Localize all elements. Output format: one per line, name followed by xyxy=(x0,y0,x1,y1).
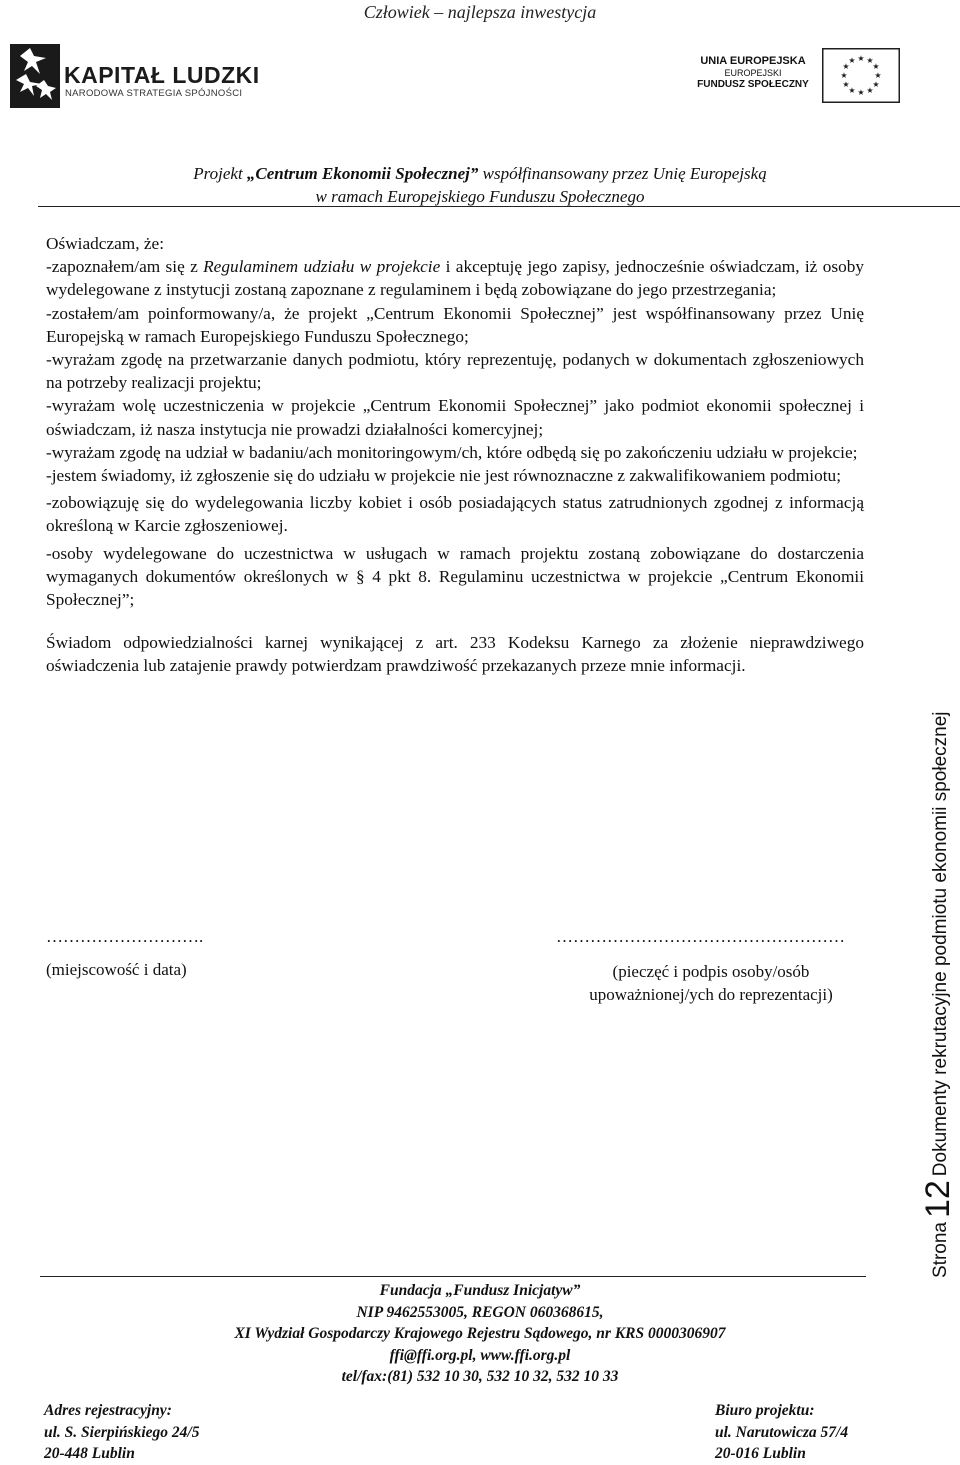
registered-address-city: 20-448 Lublin xyxy=(44,1445,135,1462)
regulation-reference: Regulaminem udziału w projekcie xyxy=(203,257,441,277)
svg-text:★: ★ xyxy=(866,86,874,95)
svg-text:★: ★ xyxy=(842,62,850,71)
kapital-ludzki-title: KAPITAŁ LUDZKI xyxy=(64,62,260,88)
project-office-street: ul. Narutowicza 57/4 xyxy=(715,1423,849,1441)
project-office-label: Biuro projektu: xyxy=(715,1402,815,1419)
item-1-start: -zapoznałem/am się z xyxy=(46,257,204,277)
svg-text:★: ★ xyxy=(872,62,880,71)
declaration-item-3: -wyrażam zgodę na przetwarzanie danych podmiotu, który reprezentuję, podanych w dokumentach zgłoszeniowych na potrzeby realizacji projektu; xyxy=(46,350,864,393)
svg-text:★: ★ xyxy=(872,80,880,89)
project-name: „Centrum Ekonomii Społecznej” xyxy=(246,164,479,183)
eu-logo-text xyxy=(690,55,816,91)
liability-statement: Świadom odpowiedzialności karnej wynikającej z art. 233 Kodeksu Karnego za złożenie nieprawdziwego oświadczenia lub zatajenie prawdy potwierdzam prawdziwość przekazanych przeze mnie informacji. xyxy=(46,633,864,676)
foundation-contact: ffi@ffi.org.pl, www.ffi.org.pl xyxy=(389,1346,571,1364)
place-date-label: (miejscowość i data) xyxy=(46,960,187,979)
registered-address xyxy=(44,1400,199,1465)
signature-label xyxy=(556,960,866,1006)
header-motto: Człowiek – najlepsza inwestycja xyxy=(363,2,597,22)
svg-text:★: ★ xyxy=(842,80,850,89)
registered-address-label: Adres rejestracyjny: xyxy=(44,1402,172,1419)
svg-text:★: ★ xyxy=(848,56,856,65)
signature-line: …………………………………………… xyxy=(556,927,845,946)
declaration-item-2: -zostałem/am poinformowany/a, że projekt „Centrum Ekonomii Społecznej” jest współfinansowany przez Unię Europejską w ramach Europejskiego Funduszu Społecznego; xyxy=(46,303,864,346)
declaration-item-7: -zobowiązuję się do wydelegowania liczby kobiet i osób posiadających status zatrudnionych zgodnej z informacją określoną w Karcie zgłoszeniowej. xyxy=(46,493,864,536)
project-office-address xyxy=(715,1400,848,1465)
document-title: Dokumenty rekrutacyjne podmiotu ekonomii społecznej xyxy=(930,711,951,1177)
project-prefix: Projekt xyxy=(193,164,247,183)
header-divider xyxy=(38,206,960,207)
svg-text:★: ★ xyxy=(874,71,882,80)
declaration-item-1 xyxy=(46,255,864,301)
svg-text:★: ★ xyxy=(848,86,856,95)
declaration-item-8: -osoby wydelegowane do uczestnictwa w usługach w ramach projektu zostaną zobowiązane do dostarczenia wymaganych dokumentów określonych w § 4 pkt 8. Regulaminu uczestnictwa w projekcie „Centrum Ekonomii Społecznej”; xyxy=(46,543,864,610)
foundation-krs: XI Wydział Gospodarczy Krajowego Rejestru Sądowego, nr KRS 0000306907 xyxy=(234,1325,726,1343)
foundation-name: Fundacja „Fundusz Inicjatyw” xyxy=(379,1282,581,1299)
footer-divider xyxy=(40,1276,866,1277)
kapital-ludzki-subtitle: NARODOWA STRATEGIA SPÓJNOŚCI xyxy=(65,88,243,99)
page-word: Strona xyxy=(930,1222,951,1278)
declaration-item-5: -wyrażam zgodę na udział w badaniu/ach monitoringowym/ch, które odbędą się po zakończeniu udziału w projekcie; xyxy=(46,442,858,462)
foundation-nip: NIP 9462553005, REGON 060368615, xyxy=(356,1303,604,1321)
eu-line-2: EUROPEJSKI xyxy=(724,68,782,78)
project-line-2: w ramach Europejskiego Funduszu Społecznego xyxy=(315,187,645,206)
foundation-footer xyxy=(0,1280,960,1388)
svg-text:★: ★ xyxy=(857,88,865,97)
project-office-city: 20-016 Lublin xyxy=(715,1445,806,1462)
foundation-phone: tel/fax:(81) 532 10 30, 532 10 32, 532 10 33 xyxy=(341,1368,619,1386)
project-title xyxy=(0,162,960,208)
signature-label-line-1: (pieczęć i podpis osoby/osób xyxy=(612,962,810,981)
item-1-end: i akceptuję jego zapisy, jednocześnie oświadczam, iż osoby wydelegowane z instytucji zostaną zapoznane z regulaminem i będą zobowiązane do jego przestrzegania; xyxy=(46,257,864,300)
svg-text:★: ★ xyxy=(866,56,874,65)
declaration-item-4: -wyrażam wolę uczestniczenia w projekcie „Centrum Ekonomii Społecznej” jako podmiot ekonomii społecznej i oświadczam, iż nasza instytucja nie prowadzi działalności komercyjnej; xyxy=(46,396,864,439)
page-side-label xyxy=(920,638,956,1278)
eu-line-3: FUNDUSZ SPOŁECZNY xyxy=(697,79,809,90)
signature-label-line-2: upoważnionej/ych do reprezentacji) xyxy=(589,985,833,1004)
svg-text:★: ★ xyxy=(857,54,865,63)
project-cofinanced: współfinansowany przez Unię Europejską xyxy=(478,164,767,183)
svg-text:★: ★ xyxy=(840,71,848,80)
registered-address-street: ul. S. Sierpińskiego 24/5 xyxy=(44,1423,200,1441)
declaration-intro: Oświadczam, że: xyxy=(46,234,165,253)
eu-flag-icon xyxy=(822,48,900,103)
place-date-line: ………………………. xyxy=(46,927,204,946)
eu-line-1: UNIA EUROPEJSKA xyxy=(700,55,806,67)
declaration-body xyxy=(46,232,864,678)
page-number: 12 xyxy=(919,1180,957,1219)
declaration-item-6: -jestem świadomy, iż zgłoszenie się do udziału w projekcie nie jest równoznaczne z zakwalifikowaniem podmiotu; xyxy=(46,466,841,486)
